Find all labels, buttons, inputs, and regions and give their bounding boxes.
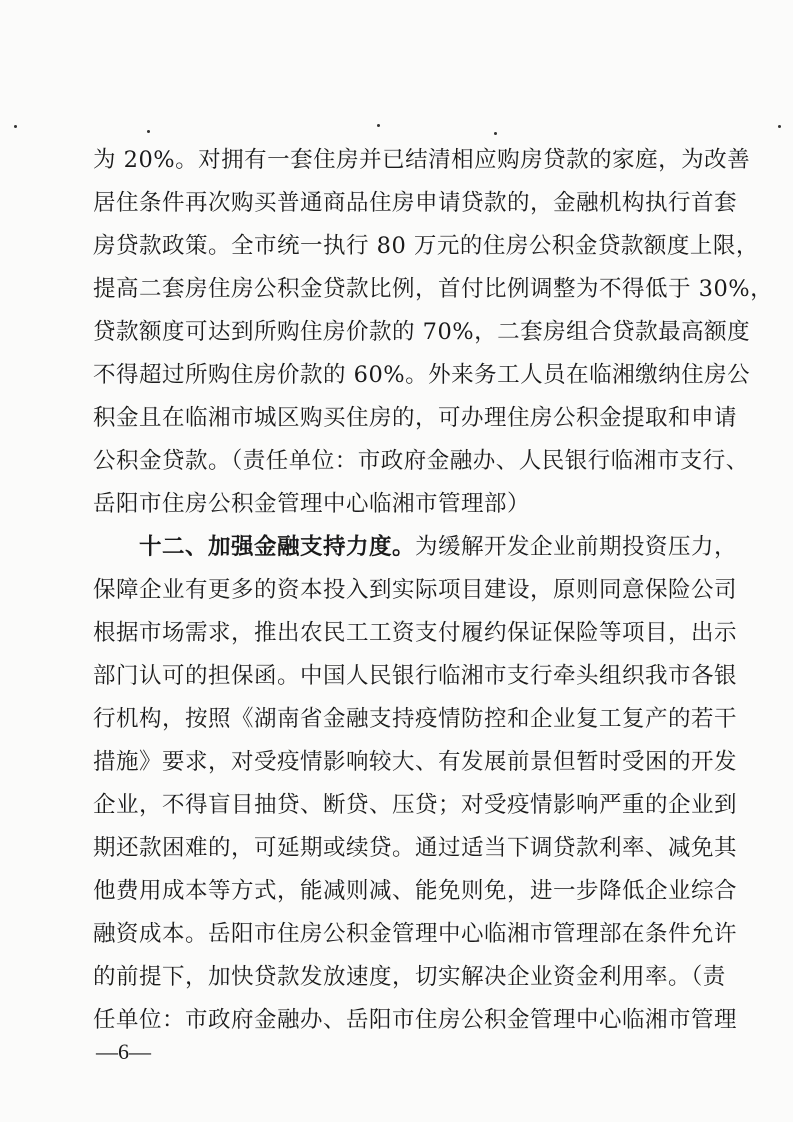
paragraph-line: 根据市场需求，推出农民工工资支付履约保证保险等项目，出示 (93, 620, 738, 646)
paragraph-line: 岳阳市住房公积金管理中心临湘市管理部） (93, 491, 531, 517)
scan-speck (494, 132, 497, 135)
paragraph-line: 行机构，按照《湖南省金融支持疫情防控和企业复工复产的若干 (93, 706, 738, 732)
paragraph-line: 积金且在临湘市城区购买住房的，可办理住房公积金提取和申请 (93, 405, 738, 431)
paragraph-line: 他费用成本等方式，能减则减、能免则免，进一步降低企业综合 (93, 878, 738, 904)
paragraph-line: 不得超过所购住房价款的 60%。外来务工人员在临湘缴纳住房公 (93, 362, 751, 388)
section-heading: 十二、加强金融支持力度。 (139, 534, 416, 560)
paragraph-line: 措施》要求，对受疫情影响较大、有发展前景但暂时受困的开发 (93, 749, 738, 775)
paragraph-line: 公积金贷款。（责任单位：市政府金融办、人民银行临湘市支行、 (93, 448, 749, 474)
paragraph-line: 居住条件再次购买普通商品住房申请贷款的，金融机构执行首套 (93, 190, 738, 216)
paragraph-line: 期还款困难的，可延期或续贷。通过适当下调贷款利率、减免其 (93, 835, 738, 861)
page-number: —6— (96, 1039, 151, 1064)
paragraph-line: 保障企业有更多的资本投入到实际项目建设，原则同意保险公司 (93, 577, 738, 603)
paragraph-line: 任单位：市政府金融办、岳阳市住房公积金管理中心临湘市管理 (93, 1007, 738, 1033)
scan-speck (14, 125, 17, 128)
paragraph-line: 提高二套房住房公积金贷款比例，首付比例调整为不得低于 30%， (93, 276, 774, 302)
paragraph-line: 为 20%。对拥有一套住房并已结清相应购房贷款的家庭，为改善 (93, 147, 751, 173)
paragraph-line: 的前提下，加快贷款发放速度，切实解决企业资金利用率。（责 (93, 964, 726, 990)
section-heading-line (139, 530, 738, 564)
paragraph-line: 部门认可的担保函。中国人民银行临湘市支行牵头组织我市各银 (93, 663, 738, 689)
scan-speck (377, 124, 380, 127)
paragraph-line: 房贷款政策。全市统一执行 80 万元的住房公积金贷款额度上限， (93, 233, 759, 259)
paragraph-line: 贷款额度可达到所购住房价款的 70%，二套房组合贷款最高额度 (93, 319, 751, 345)
paragraph-line: 企业，不得盲目抽贷、断贷、压贷；对受疫情影响严重的企业到 (93, 792, 738, 818)
scan-speck (147, 130, 150, 133)
scan-speck (778, 125, 781, 128)
section-heading-continuation: 为缓解开发企业前期投资压力， (415, 534, 738, 560)
paragraph-line: 融资成本。岳阳市住房公积金管理中心临湘市管理部在条件允许 (93, 921, 738, 947)
